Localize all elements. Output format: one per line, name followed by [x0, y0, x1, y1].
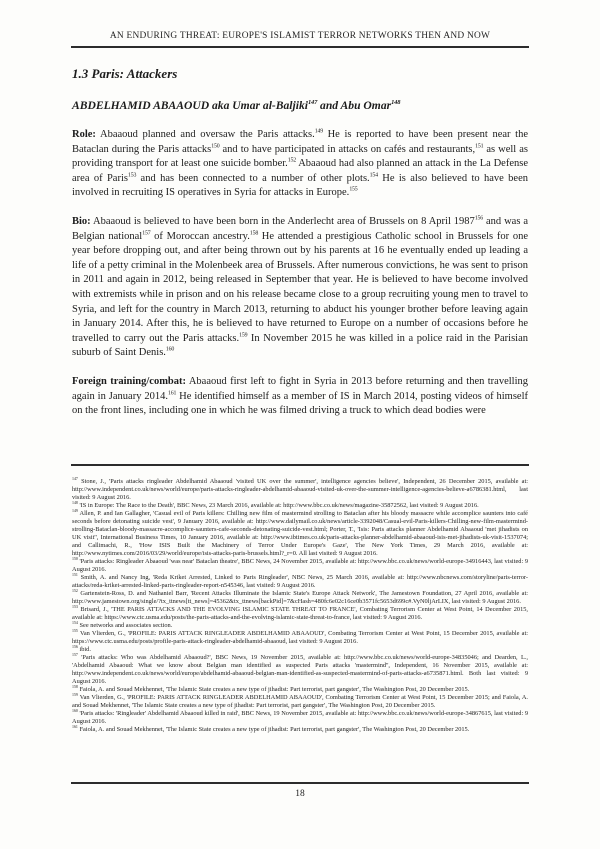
footnote-number: 147 [72, 475, 78, 481]
footnote-reference: 153 [127, 172, 137, 179]
page-number: 18 [295, 789, 305, 799]
paragraph-text: and was a Belgian national [72, 216, 529, 242]
footnote-reference: 152 [287, 157, 296, 164]
footnote-number: 148 [72, 499, 78, 505]
paragraph-text: He is reported to have been present near the Bataclan during the Paris attacks [72, 129, 528, 155]
footnote-reference: 148 [391, 99, 401, 107]
body-paragraph [72, 128, 528, 201]
footnote-number: 149 [72, 507, 78, 513]
footnote-item: $^{150}$ 'Paris attacks: Ringleader Abaaoud 'was near' Bataclan theatre', BBC News, 24 November 2015, available at: http://www.bbc.co.uk/news/world-europe-34916443, last visited: 9 August 2016. [72, 555, 528, 573]
body-paragraphs [72, 128, 528, 433]
paragraph-text: He identified himself as a member of IS in March 2014, posting videos of himself on the front lines, including one in which he was filmed driving a truck to which dead bodies were [72, 390, 528, 417]
paragraph-text: and has been connected to a number of other plots. [136, 172, 370, 184]
footnote-number: 151 [72, 571, 78, 577]
footnote-number: 161 [72, 723, 78, 729]
footnote-reference: 157 [142, 230, 151, 237]
footnote-item: $^{157}$ 'Paris attacks: Who was Abdelhamid Abaaoud?', BBC News, 19 November 2015, available at: http://www.bbc.co.uk/news/world-europe-34835046; and Dearden, L., 'Abdelhamid Abaaoud: What we know about Belgian man identified as suspected Paris attacks 'mastermind'', Independent, 16 November 2015, available at: http://www.independent.co.uk/news/world/europe/abdelhamid-abaaoud-belgian-man-identified-as-suspected-mastermind-of-paris-attacks-a6735871.html. Both last visited: 9 August 2016. [72, 651, 528, 685]
paragraph-text: In November 2015 he was killed in a police raid in the Parisian suburb of Saint Denis. [72, 332, 528, 359]
footnote-item: $^{148}$ 'IS in Europe: The Race to the Death', BBC News, 23 March 2016, available at: http://www.bbc.co.uk/news/magazine-35872562, last visited: 9 August 2016. [72, 499, 479, 509]
footnote-number: 160 [72, 707, 78, 713]
footnote-item: $^{155}$ Van Vlierden, G., 'PROFILE: PARIS ATTACK RINGLEADER ABDELHAMID ABAAOUD', Combating Terrorism Center at West Point, 15 December 2015, available at: https://www.ctc.usma.edu/posts/profile-paris-attack-ringleader-abdelhamid-abaaoud, last visited: 9 August 2016. [72, 627, 528, 645]
body-paragraph [72, 375, 528, 419]
section-heading: 1.3 Paris: Attackers [72, 66, 178, 81]
footnote-number: 156 [72, 643, 78, 649]
footnote-item: $^{151}$ Smith, A. and Nancy Ing, 'Reda Kriket Arrested, Linked to Paris Ringleader', NBC News, 25 March 2016, available at: http://www.nbcnews.com/storyline/paris-terror-attacks/reda-kriket-arrested-linked-paris-ringleader-report-n545346, last visited: 9 August 2016. [72, 571, 528, 589]
footnote-item: $^{156}$ ibid. [72, 643, 91, 653]
footnote-item: $^{160}$ 'Paris attacks: 'Ringleader' Abdelhamid Abaaoud killed in raid', BBC News, 19 November 2015, available at: http://www.bbc.co.uk/news/world-europe-34867615, last visited: 9 August 2016. [72, 707, 528, 725]
paragraph-text: as well as providing transport for at least one suicide bomber. [72, 143, 529, 170]
paragraph-text: ABDELHAMID ABAAOUD aka Umar al-Baljiki [72, 99, 308, 112]
subject-heading [72, 99, 542, 112]
paragraph-lead-label: Role: [72, 129, 96, 140]
paragraph-text: and Abu Omar [317, 99, 392, 112]
footnote-number: 150 [72, 555, 78, 561]
footnote-item: $^{158}$ Faiola, A. and Souad Mekhennet, 'The Islamic State creates a new type of jihadist: Part terrorist, part gangster', The Washington Post, 20 December 2015. [72, 683, 470, 693]
paragraph-text: Abaaoud first left to fight in Syria in 2013 before returning and then travelling again in January 2014. [72, 376, 528, 402]
footnote-number: 152 [72, 587, 78, 593]
paragraph-text: Abaaoud planned and oversaw the Paris attacks. [95, 129, 315, 140]
footnote-number: 154 [72, 619, 78, 625]
footnote-reference: 161 [168, 390, 177, 397]
header-rule [71, 46, 529, 48]
footnote-separator-rule [71, 464, 529, 466]
footnote-number: 159 [72, 691, 78, 697]
footnote-reference: 156 [474, 215, 484, 222]
footnote-reference: 147 [308, 99, 318, 107]
footnote-number: 158 [72, 683, 78, 689]
footnote-reference: 151 [475, 143, 484, 150]
footnote-reference: 150 [211, 143, 220, 150]
footnote-item: $^{154}$ See networks and associates section. [72, 619, 173, 629]
footnote-item: $^{147}$ Stone, J., 'Paris attacks ringleader Abdelhamid Abaaoud 'visited UK over the summer', intelligence agencies believe', Independent, 26 December 2015, available at: http://www.independent.co.uk/news/world/europe/paris-attacks-ringleader-abdelhamid-abaaoud-visited-uk-over-the-summer-intelligence-agencies-believe-a6786381.html, last visited: 9 August 2016. [72, 475, 528, 501]
paragraph-text: He is also believed to have been involved in recruiting IS operatives in Syria for attacks in Europe. [72, 172, 528, 199]
footer-rule [71, 782, 529, 784]
footnote-reference: 149 [314, 128, 323, 135]
footnote-number: 153 [72, 603, 78, 609]
footnote-item: $^{152}$ Gartenstein-Ross, D. and Nathaniel Barr, 'Recent Attacks Illuminate the Islamic State's Europe Attack Network', The Jamestown Foundation, 27 April 2016, available at: http://www.jamestown.org/single/?tx_ttnews[tt_news]=45362&tx_ttnews[backPid]=7&cHash=480fc6e02c16ce0b3571fc5653d699c#.VyN0ljArLIX, last visited: 9 August 2016. [72, 587, 528, 605]
paragraph-lead-label: Foreign training/combat: [72, 376, 187, 388]
footnote-number: 155 [72, 627, 78, 633]
paragraph-text: and to have participated in attacks on cafés and restaurants, [219, 143, 476, 155]
footnote-reference: 154 [369, 172, 378, 179]
footnote-item: $^{161}$ Faiola, A. and Souad Mekhennet, 'The Islamic State creates a new type of jihadist: Part terrorist, part gangster', The Washington Post, 20 December 2015. [72, 723, 470, 733]
running-header: AN ENDURING THREAT: EUROPE'S ISLAMIST TERROR NETWORKS THEN AND NOW [109, 31, 491, 41]
footnote-number: 157 [72, 651, 78, 657]
paragraph-lead-label: Bio: [72, 216, 91, 228]
paragraph-text: of Moroccan ancestry. [150, 230, 250, 242]
footnote-item: $^{149}$ Allen, P. and Ian Gallagher, 'Casual evil of Paris killers: Chilling new film of mastermind strolling to Bataclan after his bloody massacre while accomplice saunters into café seconds before detonating suicide vest', 9 January 2016, available at: http://www.dailymail.co.uk/news/article-3392048/Casual-evil-Paris-killers-Chilling-new-film-mastermind-strolling-Bataclan-bloody-massacre-accomplice-saunters-cafe-seconds-detonating-suicide-vest.html; Porter, T., 'Isis: Paris attacks planner Abdelhamid Abaaoud 'met jihadists on UK visit'', International Business Times, 10 January 2016, available at: http://www.ibtimes.co.uk/paris-attacks-planner-abdelhamid-abaaoud-isis-met-jihadists-uk-visit-1537074; and Callimachi, R., 'How ISIS Built the Machinery of Terror Under Europe's Gaze', The New York Times, 29 March 2016, available at: http://www.nytimes.com/2016/03/29/world/europe/isis-attacks-paris-brussels.html?_r=0. All last visited: 9 August 2016. [72, 507, 528, 557]
footnote-reference: 155 [349, 186, 358, 193]
footnote-reference: 160 [165, 346, 175, 353]
footnote-item: $^{159}$ Van Vlierden, G., 'PROFILE: PARIS ATTACK RINGLEADER ABDELHAMID ABAAOUD', Combating Terrorism Center at West Point, 15 December 2015; and Faiola, A. and Souad Mekhennet, 'The Islamic State creates a new type of jihadist: Part terrorist, part gangster', The Washington Post, 20 December 2015. [72, 691, 528, 709]
paragraph-text: Abaaoud had also planned an attack in the La Defense area of Paris [72, 158, 528, 184]
paragraph-text: He attended a prestigious Catholic school in Brussels for one year before dropping out, and after being thrown out by his parents at 16 he eventually ended up leading a life of a petty criminal in the Molenbeek area of Brussels. After numerous convictions, he was sent to prison in 2011 and again in 2012, being released in September that year. He is believed to have become involved with extremists while in prison and on his release became close to a group recruiting young men to travel to Syria, and left for the country in March 2013, returning to abduct his younger brother before leaving again in January 2014. After this, he is believed to have returned to Europe on a number of occasions before he travelled to carry out the Paris attacks. [72, 230, 528, 344]
paragraph-text: Abaaoud is believed to have been born in the Anderlecht area of Brussels on 8 April 1987 [90, 216, 475, 228]
footnote-reference: 158 [249, 230, 259, 237]
footnote-item: $^{153}$ Brisard, J., 'THE PARIS ATTACKS AND THE EVOLVING ISLAMIC STATE THREAT TO FRANCE', Combating Terrorism Center at West Point, 14 December 2015, available at: https://www.ctc.usma.edu/posts/the-paris-attacks-and-the-evolving-islamic-state-threat-to-france, last visited: 9 August 2016. [72, 603, 528, 621]
footnote-reference: 159 [239, 332, 248, 339]
body-paragraph [72, 215, 528, 360]
footnotes-list [72, 475, 528, 734]
